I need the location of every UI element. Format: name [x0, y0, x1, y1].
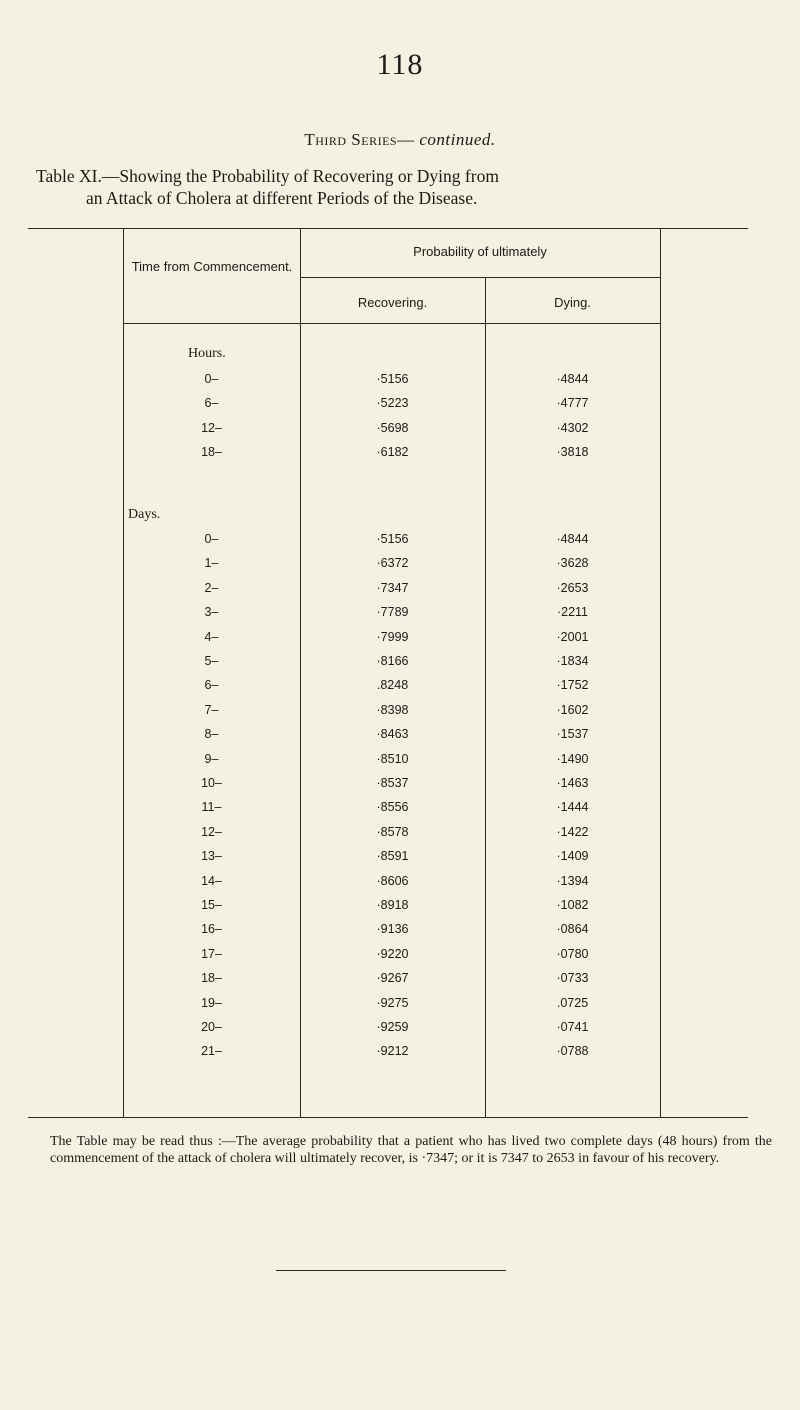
- table-cell-die: ·4844: [556, 372, 589, 386]
- group-label: Days.: [128, 507, 161, 522]
- table-title-line-2: an Attack of Cholera at different Periods of the Disease.: [86, 188, 478, 208]
- table-bottom-rule: [28, 1117, 748, 1118]
- table-cell-recover: ·5223: [376, 396, 409, 411]
- table-cell-time: 15–: [201, 898, 222, 912]
- table-cell-die: ·1537: [556, 727, 589, 742]
- closing-rule: [276, 1270, 506, 1271]
- table-cell-time: 12–: [201, 824, 222, 839]
- col-rule-4: [660, 228, 661, 1117]
- table-cell-time: 0–: [204, 372, 219, 386]
- table-cell-time: 10–: [201, 776, 222, 790]
- table-cell-recover: ·9259: [376, 1020, 409, 1034]
- table-cell-recover: ·8591: [376, 849, 409, 864]
- table-cell-die: ·2211: [556, 605, 589, 620]
- table-cell-time: 9–: [204, 751, 219, 766]
- table-cell-time: 7–: [204, 702, 219, 717]
- table-cell-time: 13–: [201, 849, 222, 864]
- table-cell-recover: ·7999: [376, 629, 409, 644]
- table-cell-time: 0–: [204, 532, 219, 546]
- table-cell-die: ·0864: [556, 922, 589, 937]
- table-cell-recover: ·7789: [376, 605, 409, 620]
- table-cell-time: 5–: [204, 654, 219, 668]
- table-cell-recover: ·5156: [376, 372, 409, 386]
- table-cell-die: ·1602: [556, 702, 589, 717]
- table-cell-recover: ·9212: [376, 1044, 409, 1059]
- table-cell-recover: ·8606: [376, 873, 409, 888]
- series-heading-continued: continued.: [419, 130, 496, 149]
- table-cell-recover: ·8556: [376, 800, 409, 815]
- table-cell-recover: ·8510: [376, 751, 409, 766]
- group-label: Hours.: [188, 346, 226, 361]
- table-cell-die: ·1463: [556, 776, 589, 790]
- page-number: 118: [376, 48, 424, 81]
- table-cell-die: ·1409: [556, 849, 589, 864]
- table-cell-die: ·1490: [556, 751, 589, 766]
- table-cell-recover: ·8578: [376, 824, 409, 839]
- table-cell-die: ·4777: [556, 396, 589, 411]
- table-cell-time: 6–: [204, 396, 219, 411]
- table-cell-time: 16–: [201, 922, 222, 937]
- table-cell-recover: ·8537: [376, 776, 409, 790]
- table-cell-time: 4–: [204, 629, 219, 644]
- table-cell-time: 11–: [201, 800, 222, 815]
- table-cell-die: ·2001: [556, 629, 589, 644]
- table-cell-recover: ·9275: [376, 995, 409, 1010]
- table-cell-die: ·1394: [556, 873, 589, 888]
- table-cell-time: 12–: [201, 420, 222, 435]
- table-top-rule: [28, 228, 748, 229]
- table-cell-time: 21–: [201, 1044, 222, 1059]
- table-cell-die: ·0780: [556, 946, 589, 961]
- header-probability: Probability of ultimately: [413, 244, 547, 259]
- table-cell-die: ·1422: [556, 824, 589, 839]
- table-cell-recover: ·5698: [376, 420, 409, 435]
- table-cell-die: ·0733: [556, 971, 589, 986]
- header-recovering: Recovering.: [357, 295, 428, 310]
- table-footnote: The Table may be read thus :—The average probability that a patient who has lived two complete days (48 hours) from the commencement of the attack of cholera will ultimately recover, is ·7347; or it is 7347 to 2653 in favour of his recovery.: [50, 1134, 772, 1166]
- table-cell-die: ·0741: [556, 1020, 589, 1034]
- table-cell-die: ·1444: [556, 800, 589, 815]
- table-cell-recover: ·8166: [376, 654, 409, 668]
- header-dying: Dying.: [554, 295, 591, 310]
- table-cell-recover: .8248: [376, 678, 409, 693]
- table-cell-recover: ·8918: [376, 898, 409, 912]
- series-heading-main: Third Series: [304, 130, 398, 149]
- table-cell-time: 18–: [201, 445, 222, 460]
- table-cell-die: ·1082: [556, 898, 589, 912]
- table-cell-time: 6–: [204, 678, 219, 693]
- header-bottom-rule: [123, 323, 660, 324]
- table-cell-time: 14–: [201, 873, 222, 888]
- header-time: Time from Commencement.: [131, 259, 293, 274]
- table-cell-time: 19–: [201, 995, 222, 1010]
- table-cell-recover: ·9136: [376, 922, 409, 937]
- table-cell-time: 2–: [204, 580, 219, 595]
- table-cell-die: ·0788: [556, 1044, 589, 1059]
- table-cell-recover: ·8398: [376, 702, 409, 717]
- table-cell-recover: ·6372: [376, 556, 409, 571]
- table-cell-die: ·4302: [556, 420, 589, 435]
- series-heading: [0, 130, 800, 150]
- table-cell-recover: ·9220: [376, 946, 409, 961]
- table-cell-recover: ·9267: [376, 971, 409, 986]
- table-title-line-1: Table XI.—Showing the Probability of Recovering or Dying from: [36, 166, 499, 186]
- table-cell-time: 3–: [204, 605, 219, 620]
- table-cell-die: ·3628: [556, 556, 589, 571]
- table-cell-time: 8–: [204, 727, 219, 742]
- table-cell-time: 18–: [201, 971, 222, 986]
- table-cell-die: ·1752: [556, 678, 589, 693]
- table-cell-time: 1–: [204, 556, 219, 571]
- table-cell-recover: ·8463: [376, 727, 409, 742]
- subheader-rule: [300, 277, 660, 278]
- table-cell-recover: ·7347: [376, 580, 409, 595]
- table-cell-time: 20–: [201, 1020, 222, 1034]
- table-cell-die: ·3818: [556, 445, 589, 460]
- table-cell-die: ·2653: [556, 580, 589, 595]
- table-cell-die: .0725: [556, 995, 589, 1010]
- series-heading-dash: —: [397, 130, 415, 149]
- table-cell-recover: ·5156: [376, 532, 409, 546]
- table-cell-die: ·1834: [556, 654, 589, 668]
- table-cell-time: 17–: [201, 946, 222, 961]
- table-cell-recover: ·6182: [376, 445, 409, 460]
- table-cell-die: ·4844: [556, 532, 589, 546]
- table-title: [36, 165, 776, 209]
